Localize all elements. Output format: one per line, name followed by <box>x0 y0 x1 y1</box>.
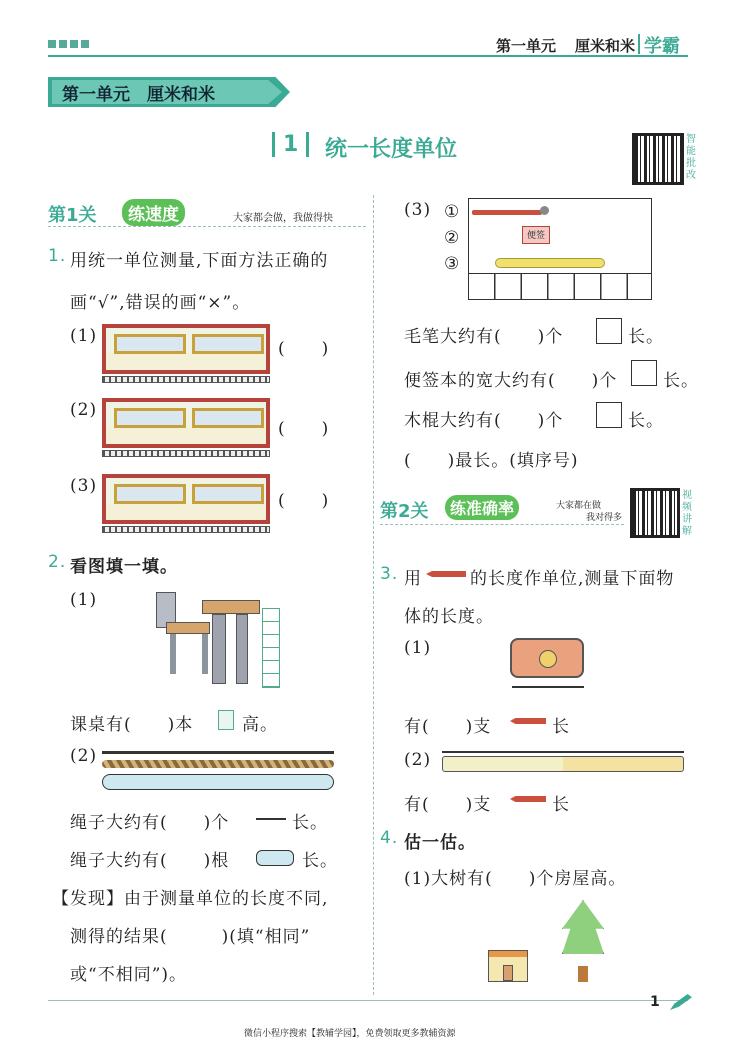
level1-badge: 练速度 <box>122 199 185 226</box>
unit-box-1 <box>596 318 622 344</box>
q1-item3-paren[interactable]: ( ) <box>278 491 330 511</box>
level1-tagline: 大家都会做，我做得快 <box>233 213 333 224</box>
q2-discover2: 测得的结果( )(填“相同” <box>70 927 311 947</box>
window-image-1 <box>102 324 270 374</box>
footer-note: 微信小程序搜索【教辅学园】，免费领取更多教辅资源 <box>244 1029 456 1039</box>
pencil-icon-ans2 <box>510 796 546 802</box>
q2-number: 2. <box>48 552 67 572</box>
book-icon <box>218 710 234 730</box>
q2-sub1: (1) <box>70 590 98 610</box>
tree-image <box>560 900 606 982</box>
header-divider <box>638 34 640 54</box>
pencil-case-image <box>510 638 584 678</box>
q1-item2-paren[interactable]: ( ) <box>278 419 330 439</box>
level2-tagline1: 大家都在做 <box>556 501 602 511</box>
long-pen-image <box>442 756 684 772</box>
q2-line1-b: 高。 <box>242 715 278 735</box>
q3-text-b: 的长度作单位,测量下面物 <box>470 569 675 589</box>
window-image-2 <box>102 398 270 448</box>
grid-row1-label: ① <box>444 202 461 222</box>
header-unit: 第一单元 <box>496 37 557 55</box>
q2-sub2: (2) <box>70 746 98 766</box>
window-image-3 <box>102 474 270 524</box>
q1-item1-label: (1) <box>70 326 98 346</box>
q3-text-a: 用 <box>404 569 422 589</box>
ruler-3 <box>102 526 270 533</box>
footer-rule <box>48 1000 688 1001</box>
book-stack <box>262 608 280 688</box>
right-line3-a: 木棍大约有( )个 <box>404 411 564 431</box>
qr-code-video[interactable] <box>630 488 680 538</box>
q3-sub2: (2) <box>404 750 432 770</box>
qr-code-grading[interactable] <box>632 133 684 185</box>
level1-label: 第1关 <box>48 205 97 226</box>
segment-icon <box>256 818 286 820</box>
q1-item1-paren[interactable]: ( ) <box>278 339 330 359</box>
q1-text-line1: 用统一单位测量,下面方法正确的 <box>70 251 329 271</box>
segment-line <box>102 751 334 754</box>
tube-image <box>102 774 334 790</box>
column-divider <box>373 195 374 995</box>
right-line4: ( )最长。(填序号) <box>404 451 579 471</box>
unit-box-3 <box>596 402 622 428</box>
level2-label: 第2关 <box>380 501 429 522</box>
q3-ans2-b: 长 <box>552 795 570 815</box>
right-line2-a: 便签本的宽大约有( )个 <box>404 371 618 391</box>
stick-image <box>495 258 605 268</box>
right-line3-b: 长。 <box>628 411 664 431</box>
pencil-icon <box>426 571 466 577</box>
brush-tip <box>540 206 549 215</box>
q4-number: 4. <box>380 828 399 848</box>
grid-row2-label: ② <box>444 228 461 248</box>
house-image <box>488 950 528 982</box>
q3-number: 3. <box>380 564 399 584</box>
q2-line3-a: 绳子大约有( )根 <box>70 851 230 871</box>
q3-sub1: (1) <box>404 638 432 658</box>
lesson-title: 统一长度单位 <box>325 137 458 162</box>
pencil-icon-ans1 <box>510 718 546 724</box>
q1-text-line2: 画“√”,错误的画“×”。 <box>70 293 251 313</box>
level2-badge: 练准确率 <box>445 495 519 520</box>
q1-item2-label: (2) <box>70 400 98 420</box>
right-sub3: (3) <box>404 200 432 220</box>
level2-underline <box>380 524 624 525</box>
lesson-number: 1 <box>272 132 309 157</box>
q2-line2-a: 绳子大约有( )个 <box>70 813 230 833</box>
right-line1-a: 毛笔大约有( )个 <box>404 327 564 347</box>
header-squares <box>48 40 90 48</box>
q1-number: 1. <box>48 246 67 266</box>
unit-box-2 <box>631 360 657 386</box>
brush-image <box>472 210 542 215</box>
desk-chair-image <box>150 586 260 690</box>
qr-label-video: 视频讲解 <box>682 490 692 537</box>
page-number: 1 <box>650 994 660 1010</box>
q2-line2-b: 长。 <box>292 813 328 833</box>
q3-ans1-b: 长 <box>552 717 570 737</box>
dimension-arrow-1 <box>512 686 584 688</box>
q3-ans2-a: 有( )支 <box>404 795 492 815</box>
brand-logo: 学霸 <box>644 36 680 57</box>
pen-icon <box>670 994 692 1010</box>
q2-title: 看图填一填。 <box>70 557 178 577</box>
q2-discover3: 或“不相同”)。 <box>70 965 188 985</box>
rope-image <box>102 760 334 768</box>
q4-title: 估一估。 <box>404 833 476 853</box>
right-line1-b: 长。 <box>628 327 664 347</box>
q4-line1: (1)大树有( )个房屋高。 <box>404 869 627 889</box>
dimension-arrow-2 <box>442 751 684 753</box>
right-line2-b: 长。 <box>663 371 699 391</box>
q2-discover1: 【发现】由于测量单位的长度不同, <box>52 889 329 909</box>
header-topic: 厘米和米 <box>575 37 636 55</box>
level2-tagline2: 我对得多 <box>586 513 623 523</box>
q2-line1-a: 课桌有( )本 <box>70 715 194 735</box>
q2-line3-b: 长。 <box>302 851 338 871</box>
tube-icon <box>256 850 294 866</box>
sticky-note: 便签 <box>522 226 550 244</box>
grid-row3-label: ③ <box>444 254 461 274</box>
q3-ans1-a: 有( )支 <box>404 717 492 737</box>
q1-item3-label: (3) <box>70 476 98 496</box>
qr-label-grading: 智能批改 <box>686 134 696 181</box>
ruler-1 <box>102 376 270 383</box>
q3-text-line2: 体的长度。 <box>404 607 494 627</box>
ruler-2 <box>102 450 270 457</box>
unit-banner-title: 第一单元 厘米和米 <box>62 85 215 105</box>
level1-underline <box>48 226 366 227</box>
